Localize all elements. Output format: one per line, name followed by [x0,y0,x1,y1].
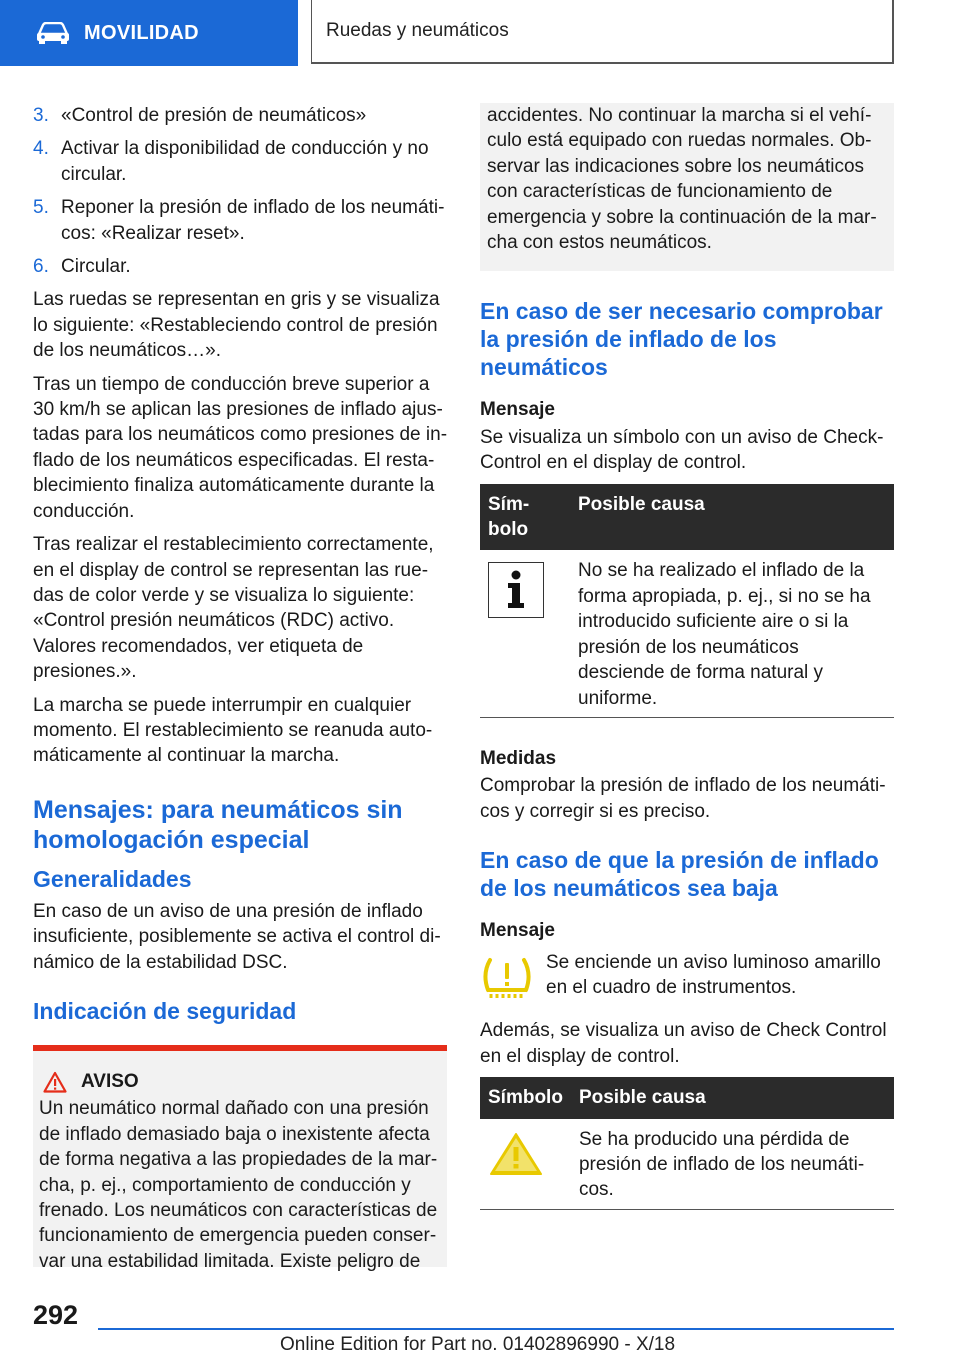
step-number: 4. [33,138,49,160]
step-number: 5. [33,197,49,219]
warning-box-continued [480,103,894,271]
table-header: Símbolo [480,1077,571,1118]
right-column [480,103,894,1210]
chapter-title: Ruedas y neumáticos [311,0,894,64]
table-row [480,1119,894,1210]
step-text: Reponer la presión de inflado de los neumáticos: «Realizar reset». [61,197,445,244]
paragraph: Tras un tiempo de conducción breve superior a 30 km/h se aplican las presiones de inflado ajustadas para los neumáticos como presiones de inflado de los neumáticos especificadas. El restablecimiento finaliza automáticamente durante la conducción. [33,373,448,522]
list-item [33,136,447,187]
page-header [0,0,960,66]
warning-title [39,1069,441,1094]
table-header: Símbolo [480,484,570,551]
list-item [33,103,447,128]
step-number: 3. [33,105,49,126]
info-icon [488,562,544,618]
tire-pressure-warning-icon [480,954,534,1002]
table-header: Posible causa [571,1077,894,1118]
table-cell: Se ha producido una pérdida de presión de inflado de los neumáticos. [571,1119,894,1210]
table-header-row [480,1077,894,1118]
message-row [480,950,894,1009]
section-tab[interactable] [0,0,298,66]
step-number: 6. [33,256,49,278]
warning-text: Un neumático normal dañado con una presión de inflado demasiado baja o inexistente afecta de forma negativa a las propiedades de la marcha, p. ej., comportamiento de conducción y frenado. Los neumáticos con características de funcionamiento de emergencia pueden conservar una estabilidad limitada. Existe peligro de [39,1098,438,1272]
list-item [33,195,447,246]
paragraph: En caso de un aviso de una presión de inflado insuficiente, posiblemente se activa el control dinámico de la estabilidad DSC. [33,900,441,973]
step-text: «Control de presión de neumáticos» [61,105,367,126]
message-label: Mensaje [480,920,555,942]
table-cell [480,1119,571,1210]
measures-label: Medidas [480,747,557,769]
warning-text: accidentes. No continuar la marcha si el vehículo está equipado con ruedas normales. Observar las indicaciones sobre los neumáticos con características de funcionamiento de emergencia y sobre la continuación de la marcha con estos neumáticos. [487,105,877,254]
paragraph: Además, se visualiza un aviso de Check Control en el display de control. [480,1020,887,1067]
paragraph: Se enciende un aviso luminoso amarillo en el cuadro de instrumentos. [546,951,881,998]
step-list [33,103,447,279]
table-row [480,550,894,717]
subsection-heading: Indicación de seguridad [33,997,297,1024]
car-icon [36,22,70,44]
warning-triangle-icon [488,1131,544,1177]
paragraph: Comprobar la presión de inflado de los neumáticos y corregir si es preciso. [480,775,886,822]
symbol-table [480,484,894,718]
table-cell: No se ha realizado el inflado de la forma apropiada, p. ej., si no se ha introducido suficiente aire o si la presión de los neumáticos desciende de forma natural y uniforme. [570,550,894,717]
warning-label: AVISO [81,1070,139,1092]
list-item [33,254,447,279]
section-title: MOVILIDAD [84,21,199,44]
subsection-heading: En caso de que la presión de inflado de los neumáticos sea baja [480,847,879,902]
step-text: Activar la disponibilidad de conducción y no circular. [61,138,429,185]
footer-divider [98,1328,894,1330]
paragraph: Se visualiza un símbolo con un aviso de Check-Control en el display de control. [480,426,884,474]
table-cell [480,550,570,717]
paragraph: Tras realizar el restablecimiento correctamente, en el display de control se representan las ruedas de color verde y se visualiza lo siguiente: «Control presión neumáticos (RDC) activo. Valores recomendados, ver etiqueta de presiones.». [33,534,434,683]
step-text: Circular. [61,256,131,278]
paragraph: La marcha se puede interrumpir en cualquier momento. El restablecimiento se reanuda automáticamente al continuar la marcha. [33,694,433,767]
footer-edition: Online Edition for Part no. 01402896990 - X/18 [280,1334,676,1355]
subsection-heading: Generalidades [33,865,192,892]
paragraph: Las ruedas se representan en gris y se visualiza lo siguiente: «Restableciendo control de presión de los neumáticos…». [33,289,440,362]
warning-triangle-icon [43,1071,67,1093]
warning-box [33,1045,447,1272]
section-heading: Mensajes: para neumáticos sin homologación especial [33,795,403,854]
symbol-table [480,1077,894,1210]
page-number: 292 [33,1300,79,1330]
table-header-row [480,484,894,551]
subsection-heading: En caso de ser necesario comprobar la presión de inflado de los neumáticos [480,298,883,381]
message-label: Mensaje [480,399,555,421]
left-column [33,103,448,1272]
table-header: Posible causa [570,484,894,551]
